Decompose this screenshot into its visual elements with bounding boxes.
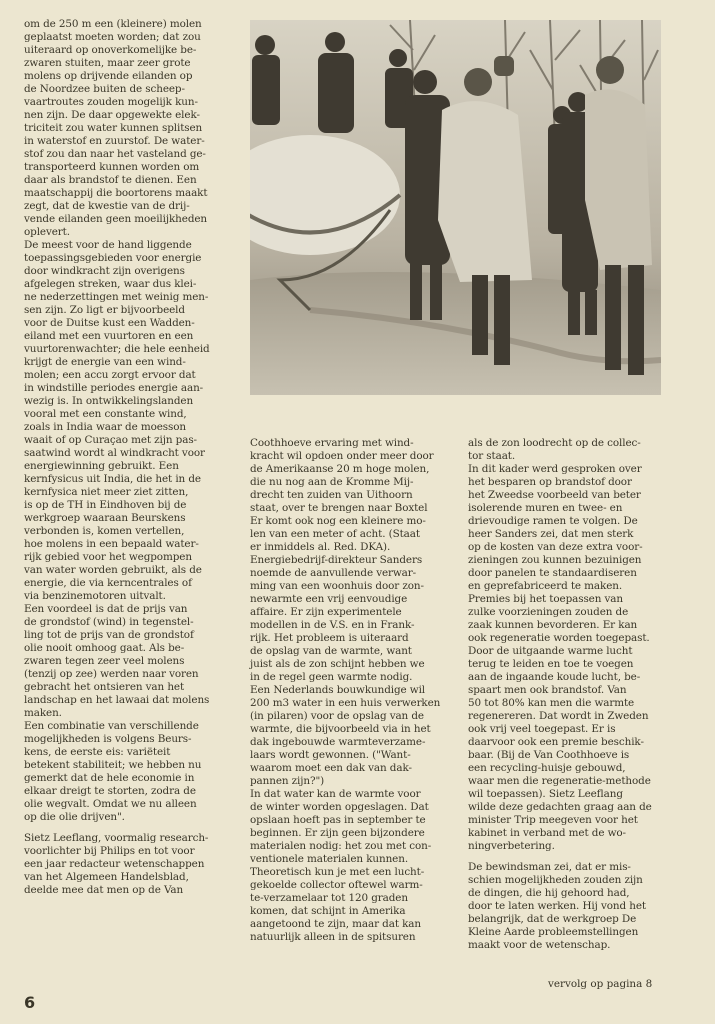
paragraph: als de zon loodrecht op de collec- tor staat. bbox=[468, 437, 641, 462]
article-column-1 bbox=[24, 18, 246, 897]
paragraph: Een combinatie van verschillende mogelijkheden is volgens Beurs- kens, de eerste eis: variëteit betekent stabiliteit; we hebben nu gemerkt dat de hele economie in elkaar dreigt te storten, zodra de olie wegvalt. Omdat we nu alleen op die olie drijven". bbox=[24, 720, 202, 823]
continued-on-page: vervolg op pagina 8 bbox=[548, 978, 653, 990]
page-number: 6 bbox=[24, 993, 36, 1012]
paragraph: De meest voor de hand liggende toepassingsgebieden voor energie door windkracht zijn overigens afgelegen streken, waar dus klei- ne nederzettingen met weinig men- sen zijn. Zo ligt er bijvoorbeeld voor de Duitse kust een Wadden- eiland met een vuurtoren en een vuurtorenwachter; die hele eenheid krijgt de energie van een wind- molen; een accu zorgt ervoor dat in windstille periodes energie aan- wezig is. In ontwikkelingslanden vooral met een constante wind, zoals in India waar de moesson waait of op Curaçao met zijn pas- saatwind wordt al windkracht voor energiewinning gebruikt. Een kernfysicus uit India, die het in de kernfysica niet meer ziet zitten, is op de TH in Eindhoven bij de werkgroep waaraan Beurskens verbonden is, komen vertellen, hoe molens in een bepaald water- rijk gebied voor het wegpompen van water worden gebruikt, als de energie, die via kerncentrales of via benzinemotoren uitvalt. bbox=[24, 239, 210, 602]
paragraph: Er komt ook nog een kleinere mo- len van een meter of acht. (Staat er inmiddels al. Red. DKA). bbox=[250, 515, 426, 553]
paragraph: In dat water kan de warmte voor de winter worden opgeslagen. Dat opslaan hoeft pas in september te beginnen. Er zijn geen bijzondere materialen nodig: het zou met con- ventionele materialen kunnen. Theoretisch kun je met een lucht- gekoelde collector oftewel warm- te-verzamelaar tot 120 graden komen, dat schijnt in Amerika aangetoond te zijn, maar dat kan natuurlijk alleen in de spitsuren bbox=[250, 788, 432, 943]
paragraph: In dit kader werd gesproken over het besparen op brandstof door het Zweedse voorbeeld van beter isolerende muren en twee- en drievoudige ramen te volgen. De heer Sanders zei, dat men sterk op de kosten van deze extra voor- zieningen zou kunnen bezuinigen door panelen te standaardiseren en geprefabriceerd te maken. Premies bij het toepassen van zulke voorzieningen zouden de zaak kunnen bevorderen. Er kan ook regeneratie worden toegepast. Door de uitgaande warme lucht terug te leiden en toe te voegen aan de ingaande koude lucht, be- spaart men ook brandstof. Van 50 tot 80% kan men die warmte regenereren. Dat wordt in Zweden ook vrij veel toegepast. Er is daarvoor ook een premie beschik- baar. (Bij de Van Coothhoeve is een recycling-huisje gebouwd, waar men die regeneratie-methode wil toepassen). Sietz Leeflang wilde deze gedachten graag aan de minister Trip meegeven voor het kabinet in verband met de wo- ningverbetering. bbox=[468, 463, 652, 852]
group-photo-icon bbox=[250, 20, 661, 395]
paragraph: om de 250 m een (kleinere) molen geplaatst moeten worden; dat zou uiteraard op onoverkomelijke be- zwaren stuiten, maar zeer grote molens op drijvende eilanden op de Noordzee buiten de scheep- vaartroutes zouden mogelijk kun- nen zijn. De daar opgewekte elek- triciteit zou water kunnen splitsen in waterstof en zuurstof. De water- stof zou dan naar het vasteland ge- transporteerd kunnen worden om daar als brandstof te dienen. Een maatschappij die boortorens maakt zegt, dat de kwestie van de drij- vende eilanden geen moeilijkheden oplevert. bbox=[24, 18, 208, 238]
paragraph: De bewindsman zei, dat er mis- schien mogelijkheden zouden zijn de dingen, die hij gehoord had, door te laten werken. Hij vond het belangrijk, dat de werkgroep De Kleine Aarde probleemstellingen maakt voor de wetenschap. bbox=[468, 861, 646, 951]
paragraph: Een Nederlands bouwkundige wil 200 m3 water in een huis verwerken (in pilaren) voor de opslag van de warmte, die bijvoorbeeld via in het dak ingebouwde warmteverzame- laars wordt gewonnen. ("Want- waarom moet een dak van dak- pannen zijn?") bbox=[250, 684, 441, 787]
article-column-3 bbox=[468, 437, 690, 952]
paragraph: Sietz Leeflang, voormalig research- voorlichter bij Philips en tot voor een jaar redacteur wetenschappen van het Algemeen Handelsblad, deelde mee dat men op de Van bbox=[24, 832, 209, 896]
paragraph: Energiebedrijf-direkteur Sanders noemde de aanvullende verwar- ming van een woonhuis door zon- newarmte een vrij eenvoudige affaire. Er zijn experimentele modellen in de V.S. en in Frank- rijk. Het probleem is uiteraard de opslag van de warmte, want juist als de zon schijnt hebben we in de regel geen warmte nodig. bbox=[250, 554, 425, 683]
paragraph: Coothhoeve ervaring met wind- kracht wil opdoen onder meer door de Amerikaanse 20 m hoge molen, die nu nog aan de Kromme Mij- drecht ten zuiden van Uithoorn staat, over te brengen naar Boxtel bbox=[250, 437, 434, 514]
paragraph: Een voordeel is dat de prijs van de grondstof (wind) in tegenstel- ling tot de prijs van de grondstof olie nooit omhoog gaat. Als be- zwaren tegen zeer veel molens (tenzij op zee) werden naar voren gebracht het ontsieren van het landschap en het lawaai dat molens maken. bbox=[24, 603, 210, 719]
article-column-2 bbox=[250, 437, 462, 944]
